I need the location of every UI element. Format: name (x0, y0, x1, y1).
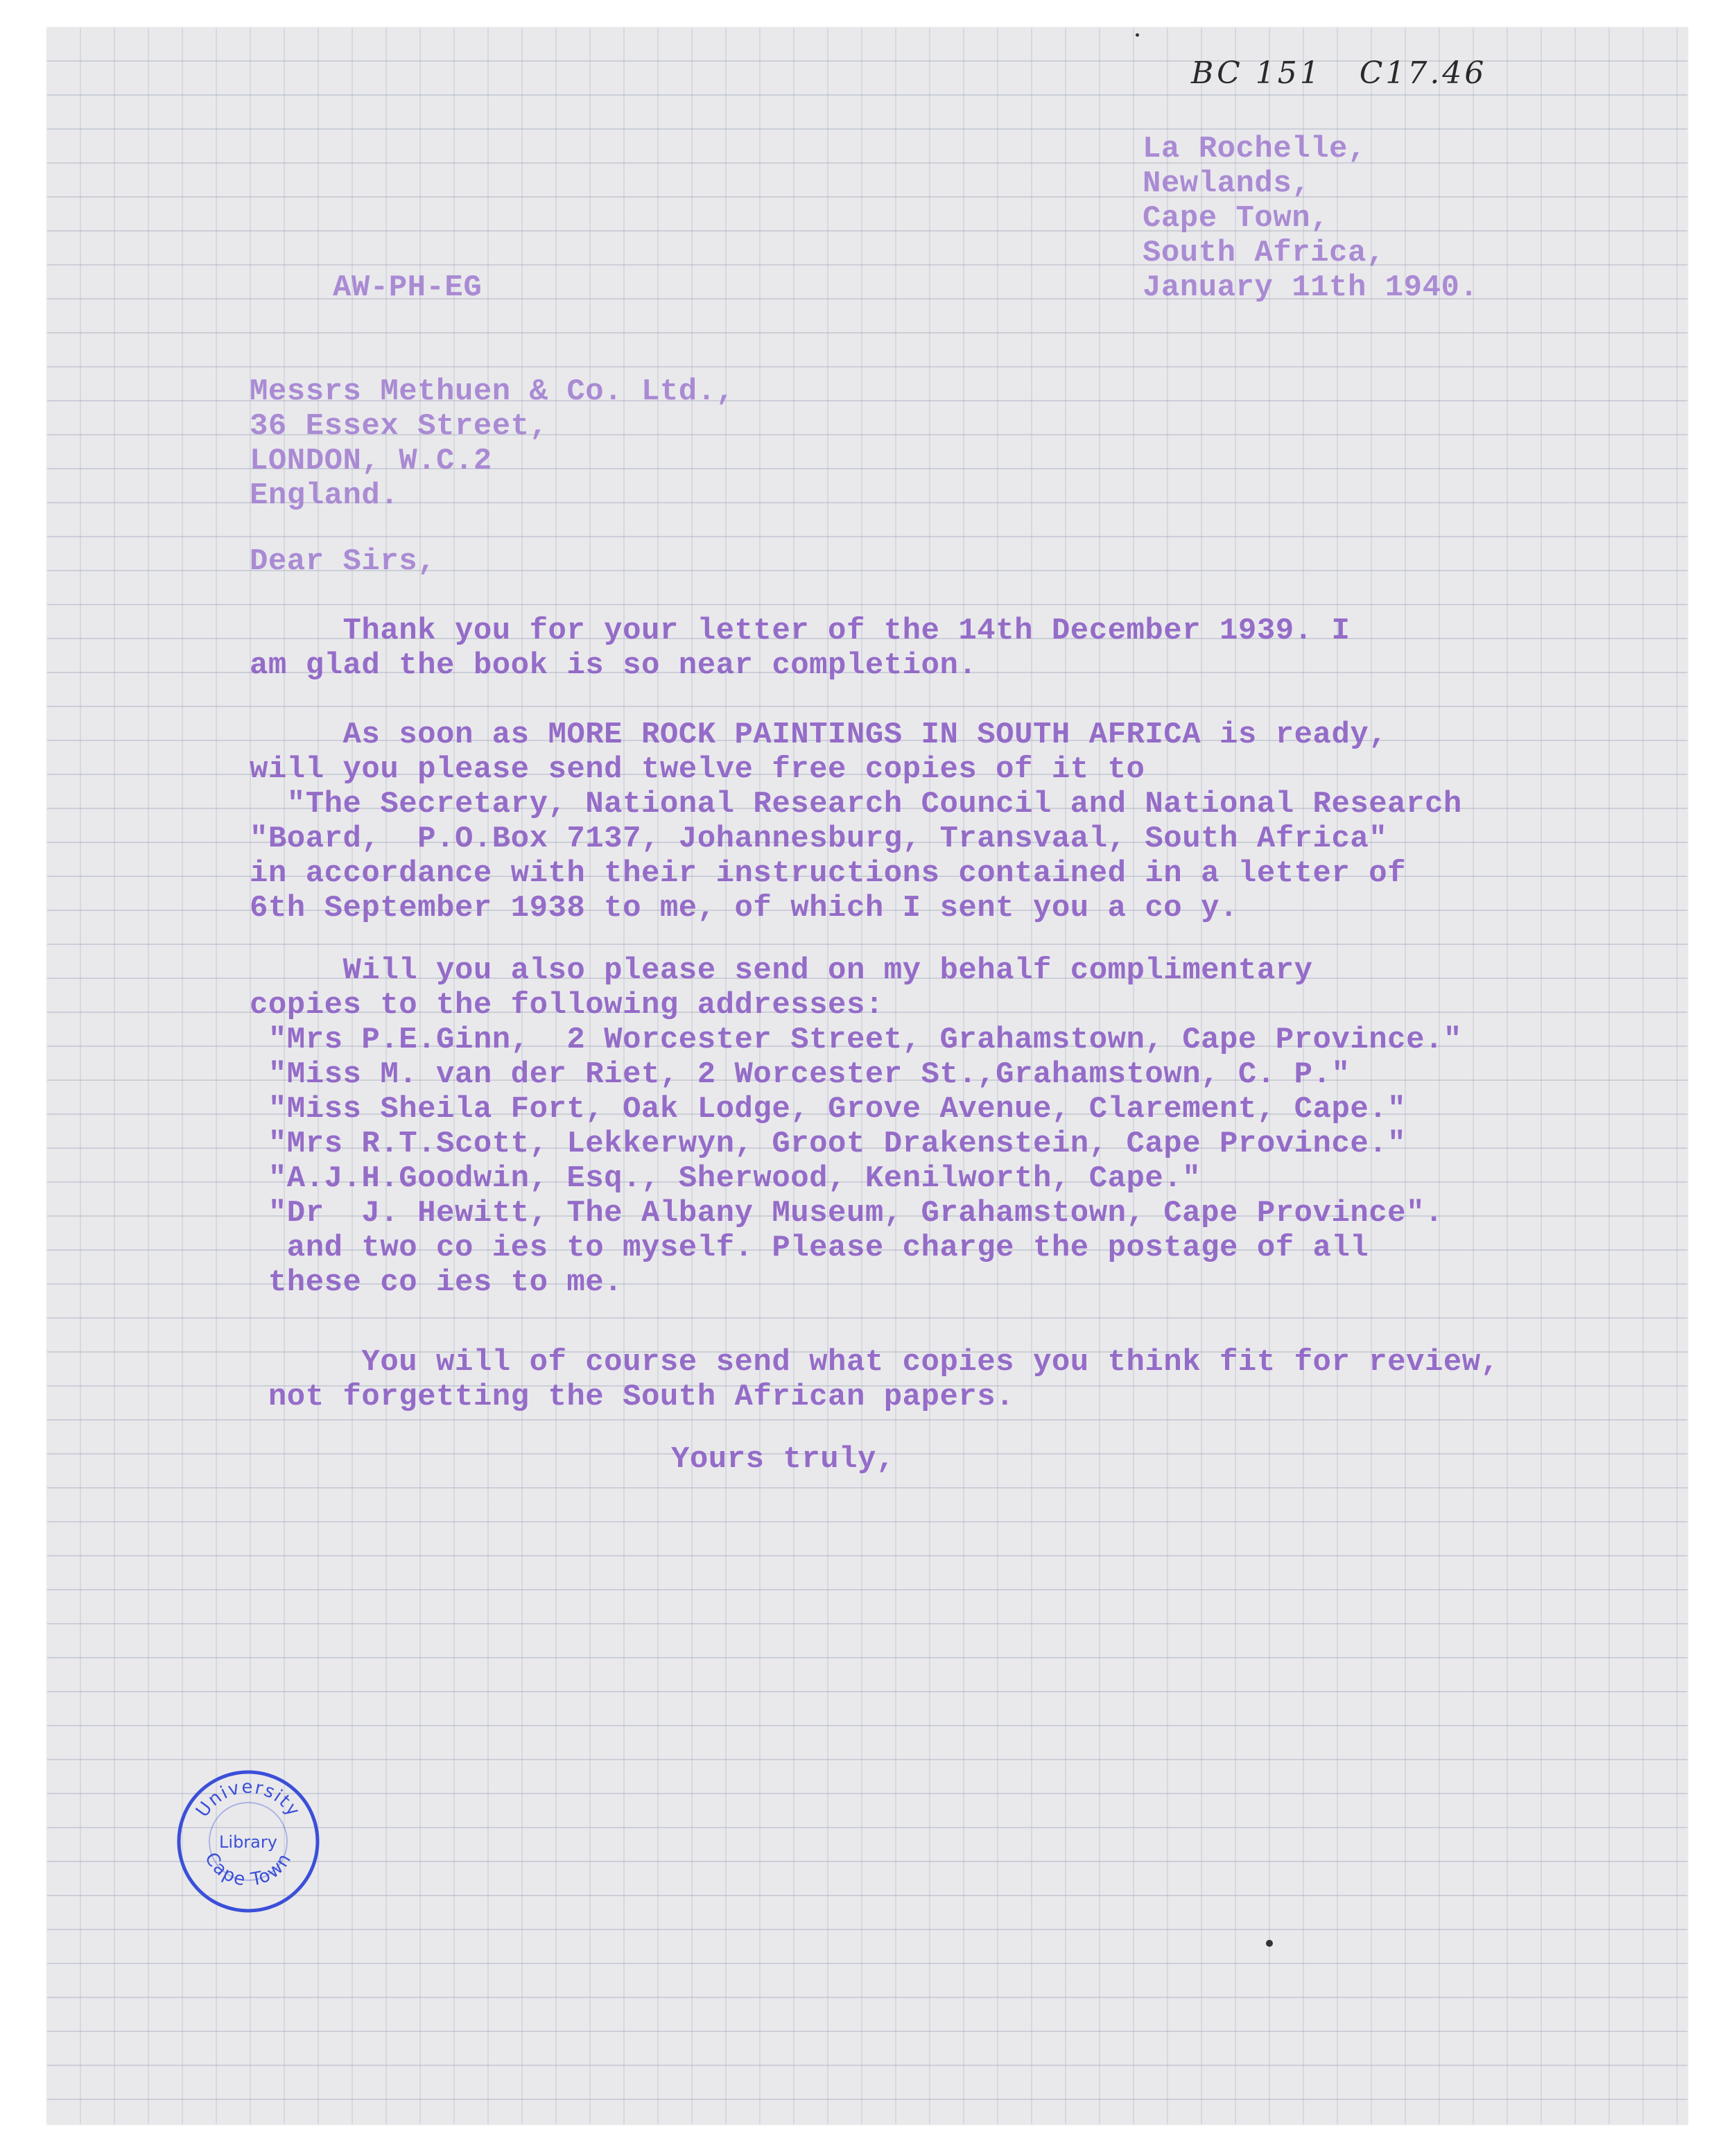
recipient-address (250, 374, 735, 513)
paragraph-line: You will of course send what copies you think fit for review, (250, 1345, 1500, 1380)
paragraph-line: and two co ies to myself. Please charge the postage of all (250, 1231, 1369, 1265)
address-list-item: "A.J.H.Goodwin, Esq., Sherwood, Kenilworth, Cape." (250, 1161, 1201, 1196)
paragraph-line: Thank you for your letter of the 14th December 1939. I (250, 614, 1351, 648)
ink-speck (1136, 33, 1139, 37)
sender-address-line: Cape Town, (1143, 201, 1330, 236)
paragraph-line: "Board, P.O.Box 7137, Johannesburg, Transvaal, South Africa" (250, 822, 1388, 856)
paragraph-line: these co ies to me. (250, 1265, 623, 1300)
stamp-top-text: University (192, 1776, 305, 1821)
paragraph-1 (250, 614, 1350, 683)
closing: Yours truly, (671, 1442, 895, 1477)
recipient-address-line: 36 Essex Street, (250, 409, 548, 444)
paragraph-line: not forgetting the South African papers. (250, 1380, 1015, 1414)
paragraph-line: am glad the book is so near completion. (250, 648, 978, 683)
letter-date: January 11th 1940. (1143, 270, 1479, 305)
paragraph-line: copies to the following addresses: (250, 988, 884, 1023)
address-list-item: "Mrs P.E.Ginn, 2 Worcester Street, Grahamstown, Cape Province." (250, 1023, 1462, 1057)
archive-reference (1191, 55, 1486, 91)
recipient-address-line: LONDON, W.C.2 (250, 444, 492, 478)
ink-speck (1266, 1940, 1273, 1947)
recipient-address-line: Messrs Methuen & Co. Ltd., (250, 374, 735, 409)
address-list-item: "Dr J. Hewitt, The Albany Museum, Grahamstown, Cape Province". (250, 1196, 1443, 1231)
archive-collection: BC 151 (1191, 55, 1322, 91)
archive-item: C17.46 (1359, 55, 1487, 91)
stamp-center-text: Library (219, 1832, 277, 1852)
salutation: Dear Sirs, (250, 544, 437, 579)
stamp-bottom-text: Cape Town (200, 1848, 296, 1891)
paragraph-line: Will you also please send on my behalf complimentary (250, 953, 1313, 988)
paragraph-line: "The Secretary, National Research Council and National Research (250, 787, 1462, 822)
paragraph-2 (250, 718, 1462, 926)
recipient-address-line: England. (250, 478, 399, 513)
sender-address-line: South Africa, (1143, 236, 1385, 270)
address-list-item: "Miss Sheila Fort, Oak Lodge, Grove Avenue, Clarement, Cape." (250, 1092, 1407, 1127)
sender-address (1143, 132, 1478, 305)
reference-initials: AW-PH-EG (333, 270, 483, 305)
sender-address-line: La Rochelle, (1143, 132, 1366, 166)
address-list-item: "Mrs R.T.Scott, Lekkerwyn, Groot Drakenstein, Cape Province." (250, 1127, 1407, 1161)
paragraph-3 (250, 953, 1462, 1300)
address-list-item: "Miss M. van der Riet, 2 Worcester St.,Grahamstown, C. P." (250, 1057, 1351, 1092)
paragraph-line: in accordance with their instructions contained in a letter of (250, 856, 1407, 891)
library-stamp (175, 1768, 322, 1915)
sender-address-line: Newlands, (1143, 166, 1311, 201)
paragraph-line: will you please send twelve free copies of it to (250, 752, 1145, 787)
paragraph-line: 6th September 1938 to me, of which I sent you a co y. (250, 891, 1238, 926)
paragraph-4 (250, 1345, 1500, 1414)
paragraph-line: As soon as MORE ROCK PAINTINGS IN SOUTH AFRICA is ready, (250, 718, 1388, 752)
